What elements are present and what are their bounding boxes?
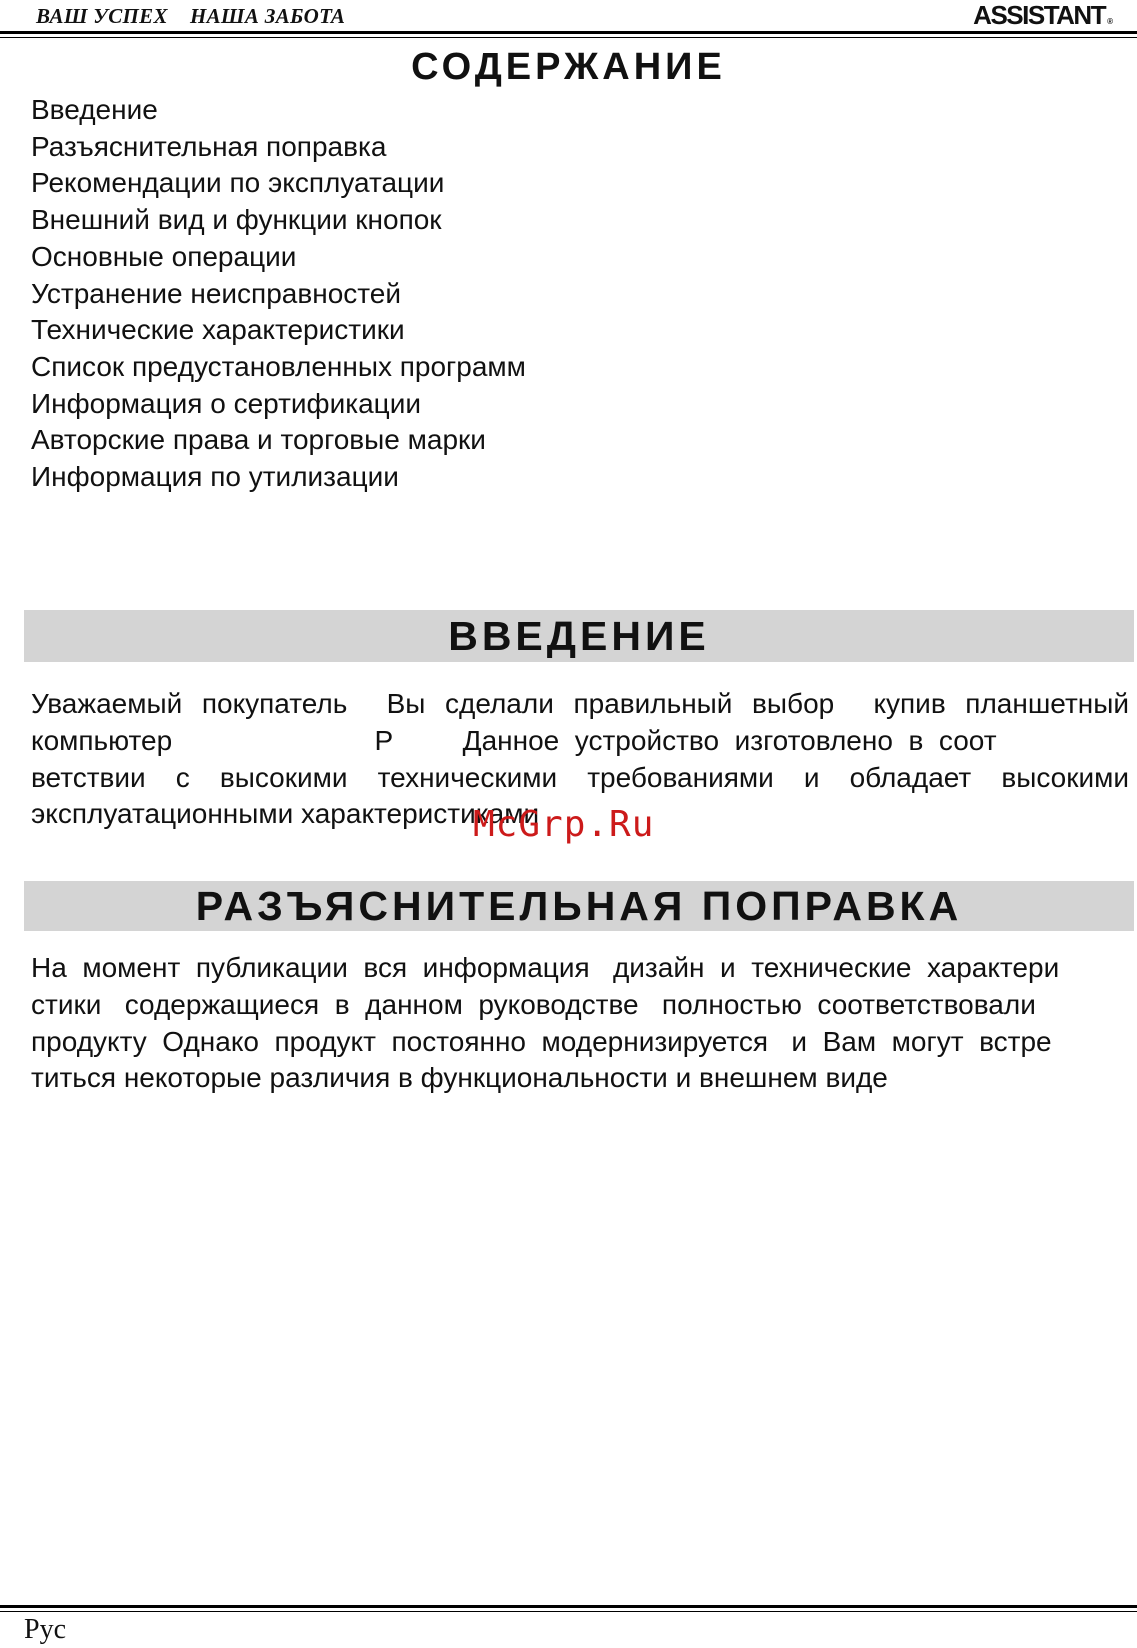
intro-line: эксплуатационными характеристиками	[31, 798, 540, 830]
notice-section-title: РАЗЪЯСНИТЕЛЬНАЯ ПОПРАВКА	[24, 881, 1134, 931]
toc-item: Внешний вид и функции кнопок	[31, 204, 442, 236]
toc-item: Авторские права и торговые марки	[31, 424, 486, 456]
intro-line: компьютер P Данное устройство изготовлено в соот	[31, 724, 997, 756]
notice-line: На момент публикации вся информация дизайн и технические характери	[31, 952, 1060, 983]
brand-logo	[973, 0, 1113, 31]
intro-line: ветствии с высокими техническими требованиями и обладает высокими	[31, 761, 1129, 793]
toc-item: Устранение неисправностей	[31, 277, 401, 309]
toc-item: Информация о сертификации	[31, 387, 421, 419]
toc-item: Основные операции	[31, 240, 297, 272]
intro-section-title: ВВЕДЕНИЕ	[24, 610, 1134, 662]
intro-line: Уважаемый покупатель Вы сделали правильный выбор купив планшетный	[31, 688, 1129, 719]
toc-item: Разъяснительная поправка	[31, 130, 387, 162]
registered-mark: ®	[1107, 17, 1113, 26]
toc-title: СОДЕРЖАНИЕ	[411, 46, 726, 88]
toc-item: Список предустановленных программ	[31, 350, 526, 382]
footer-page-label: Рус	[24, 1614, 66, 1645]
watermark: McGrp.Ru	[473, 804, 655, 845]
toc-list	[31, 92, 526, 496]
header-rule-thick	[0, 31, 1137, 34]
footer-rule-thick	[0, 1605, 1137, 1608]
toc-item: Рекомендации по эксплуатации	[31, 167, 445, 199]
header-slogan: ВАШ УСПЕХ НАША ЗАБОТА	[36, 4, 346, 28]
brand-name: ASSISTANT	[973, 0, 1106, 30]
footer-rule-thin	[0, 1611, 1137, 1612]
toc-item: Введение	[31, 94, 158, 125]
toc-item: Технические характеристики	[31, 314, 405, 346]
toc-item: Информация по утилизации	[31, 461, 399, 493]
notice-line: стики содержащиеся в данном руководстве полностью соответствовали	[31, 988, 1036, 1020]
notice-paragraph	[31, 950, 1129, 1097]
notice-line: продукту Однако продукт постоянно модернизируется и Вам могут встре	[31, 1025, 1052, 1057]
notice-line: титься некоторые различия в функциональности и внешнем виде	[31, 1062, 888, 1094]
header-rule-thin	[0, 37, 1137, 38]
